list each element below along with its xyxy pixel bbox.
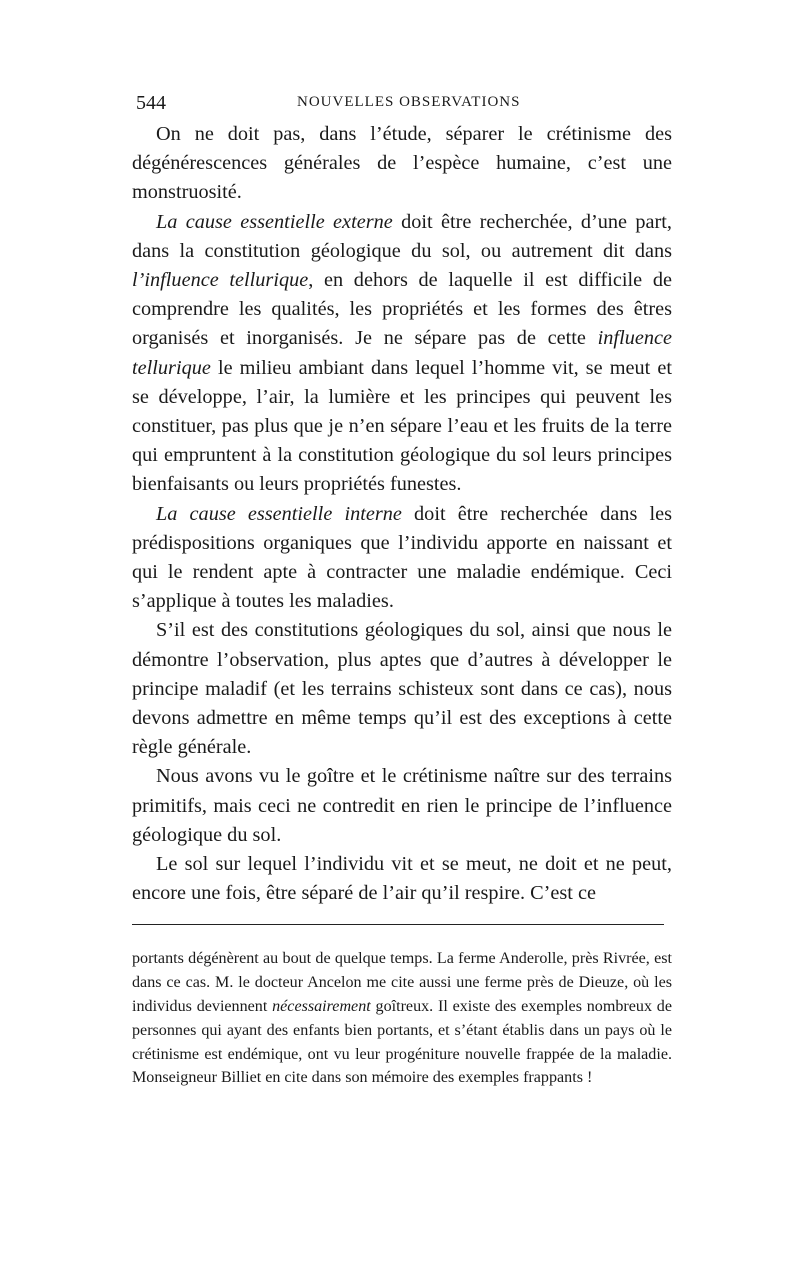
paragraph-3-lead: La cause essentielle interne — [156, 502, 402, 525]
footnote-separator — [132, 924, 664, 925]
paragraph-2-lead: La cause essentielle externe — [156, 210, 393, 233]
footnote-term: nécessairement — [272, 998, 371, 1016]
book-page — [132, 90, 672, 1090]
paragraph-5: Nous avons vu le goître et le crétinisme naître sur des terrains primitifs, mais ceci ne contredit en rien le principe de l’influence géologique du sol. — [132, 765, 672, 846]
paragraph-2 — [132, 208, 672, 500]
main-text — [132, 120, 672, 908]
paragraph-3 — [132, 500, 672, 617]
running-head: NOUVELLES OBSERVATIONS — [297, 94, 521, 110]
paragraph-2-text-a: doit être recherchée, d’une part, dans la constitution géologique du sol, ou autrement dit dans — [132, 210, 672, 262]
paragraph-2-text-b: , en dehors de laquelle il est difficile de comprendre les qualités, les propriétés et les formes des êtres organisés et inorganisés. Je ne sépare pas de cette — [132, 269, 672, 350]
paragraph-1: On ne doit pas, dans l’étude, séparer le crétinisme des dégénérescences générales de l’espèce humaine, c’est une monstruosité. — [132, 123, 672, 204]
paragraph-4: S’il est des constitutions géologiques du sol, ainsi que nous le démontre l’observation, plus aptes que d’autres à développer le principe maladif (et les terrains schisteux sont dans ce cas), nous devons admettre en même temps qu’il est des exceptions à cette règle générale. — [132, 619, 672, 759]
paragraph-6: Le sol sur lequel l’individu vit et se meut, ne doit et ne peut, encore une fois, être séparé de l’air qu’il respire. C’est ce — [132, 853, 672, 905]
page-header — [132, 90, 672, 120]
paragraph-2-term-2: influence tellurique — [132, 327, 672, 379]
paragraph-3-text: doit être recherchée dans les prédispositions organiques que l’individu apporte en naissant et qui le rendent apte à contracter une maladie endémique. Ceci s’applique à toutes les maladies. — [132, 502, 672, 613]
page-number: 544 — [136, 92, 166, 114]
footnote-text-a: portants dégénèrent au bout de quelque temps. La ferme Anderolle, près Rivrée, est dans ce cas. M. le docteur Ancelon me cite aussi une ferme près de Dieuze, où les individus deviennent — [132, 950, 672, 1016]
footnote — [132, 947, 672, 1090]
paragraph-2-term-1: l’influence tellurique — [132, 269, 309, 292]
paragraph-2-text-c: le milieu ambiant dans lequel l’homme vit, se meut et se développe, l’air, la lumière et les principes qui peuvent les constituer, pas plus que je n’en sépare l’eau et les fruits de la terre qui empruntent à la constitution géologique du sol leurs principes bienfaisants ou leurs propriétés funestes. — [132, 356, 672, 496]
footnote-text-b: goîtreux. Il existe des exemples nombreux de personnes qui ayant des enfants bien portants, et s’étant établis dans un pays où le crétinisme est endémique, ont vu leur progéniture nouvelle frappée de la maladie. Monseigneur Billiet en cite dans son mémoire des exemples frappants ! — [132, 998, 672, 1087]
